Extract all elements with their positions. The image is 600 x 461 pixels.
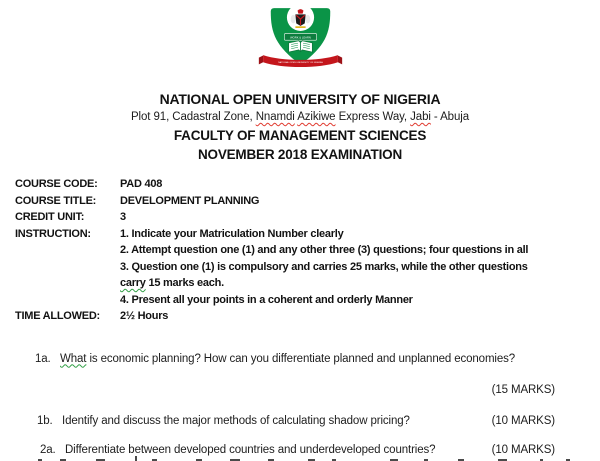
course-title-label: COURSE TITLE: <box>15 194 97 207</box>
document-header <box>0 91 600 162</box>
marks-label: (10 MARKS) <box>491 414 555 427</box>
question-text: Differentiate between developed countries and underdeveloped countries? <box>65 444 436 456</box>
faculty-name: FACULTY OF MANAGEMENT SCIENCES <box>173 128 427 143</box>
text-fragment <box>135 456 137 461</box>
question-number: 2a. <box>40 444 56 456</box>
marks-label: (10 MARKS) <box>491 444 555 456</box>
clipped-text-line <box>0 456 600 461</box>
question-number: 1b. <box>37 414 53 427</box>
address-misspelled-word: Jabi <box>410 111 431 123</box>
address-text: Express Way, <box>335 111 411 123</box>
credit-unit-label: CREDIT UNIT: <box>15 211 85 223</box>
course-title-value: DEVELOPMENT PLANNING <box>120 194 260 207</box>
time-allowed-value: 2½ Hours <box>120 310 169 322</box>
course-code-value: PAD 408 <box>120 178 163 190</box>
address-misspelled-word: Nnamdi <box>255 111 295 123</box>
noun-university-logo-icon <box>258 3 343 75</box>
instruction-item-continuation <box>120 275 600 292</box>
address-text: - Abuja <box>430 111 470 123</box>
logo-motto-text: WORK & LEARN <box>289 36 311 40</box>
grammar-flagged-word: What <box>60 352 87 365</box>
university-name: NATIONAL OPEN UNIVERSITY OF NIGERIA <box>159 91 441 107</box>
instruction-item: 1. Indicate your Matriculation Number clearly <box>120 227 344 240</box>
exam-session: NOVEMBER 2018 EXAMINATION <box>197 147 403 162</box>
instruction-item: 3. Question one (1) is compulsory and carries 25 marks, while the other questions <box>120 260 528 273</box>
question-text-rest: is economic planning? How can you differentiate planned and unplanned economies? <box>86 352 516 365</box>
course-code-label: COURSE CODE: <box>15 178 98 190</box>
course-info-block <box>15 176 600 325</box>
address-text: Plot 91, Cadastral Zone, <box>130 111 256 123</box>
question-text: Identify and discuss the major methods of calculating shadow pricing? <box>62 414 410 427</box>
questions-section <box>0 351 600 459</box>
time-allowed-label: TIME ALLOWED: <box>15 310 100 322</box>
question-row-1a <box>0 351 555 368</box>
open-book-icon <box>288 41 312 52</box>
address-misspelled-word: Azikiwe <box>297 111 336 123</box>
grammar-flagged-word: carry <box>120 277 146 289</box>
instruction-text: 15 marks each. <box>145 277 224 289</box>
marks-label: (15 MARKS) <box>491 384 555 396</box>
credit-unit-value: 3 <box>120 211 126 223</box>
question-text <box>60 351 515 368</box>
university-address <box>0 111 600 123</box>
question-number: 1a. <box>35 352 51 365</box>
instruction-label: INSTRUCTION: <box>15 227 91 240</box>
question-row-1b <box>0 413 555 430</box>
logo-ribbon-text: NATIONAL OPEN UNIVERSITY OF NIGERIA <box>277 62 323 65</box>
instruction-item: 4. Present all your points in a coherent and orderly Manner <box>120 293 413 306</box>
logo-container <box>0 0 600 80</box>
instruction-list <box>120 226 600 309</box>
instruction-item: 2. Attempt question one (1) and any other three (3) questions; four questions in all <box>120 244 529 256</box>
